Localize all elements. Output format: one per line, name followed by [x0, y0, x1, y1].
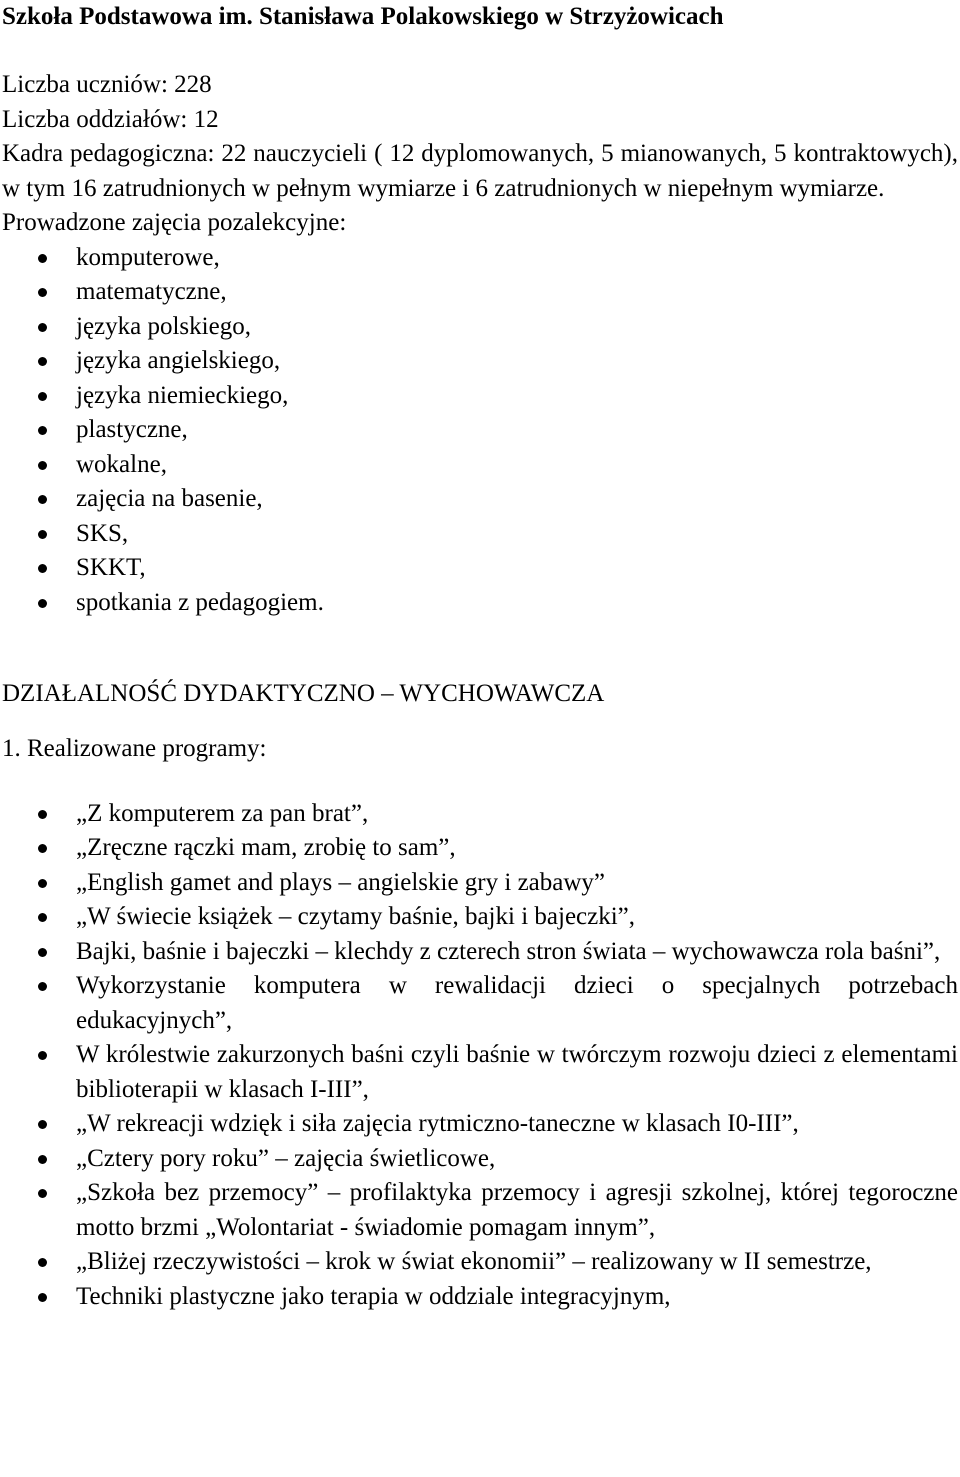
list-item: Wykorzystanie komputera w rewalidacji dzieci o specjalnych potrzebach edukacyjnych”,	[2, 969, 958, 1038]
list-item: komputerowe,	[2, 241, 958, 276]
list-item: plastyczne,	[2, 413, 958, 448]
list-item: „W świecie książek – czytamy baśnie, bajki i bajeczki”,	[2, 900, 958, 935]
list-item: „Z komputerem za pan brat”,	[2, 797, 958, 832]
list-item: „Szkoła bez przemocy” – profilaktyka przemocy i agresji szkolnej, której tegoroczne motto brzmi „Wolontariat - świadomie pomagam innym”,	[2, 1176, 958, 1245]
list-item: wokalne,	[2, 448, 958, 483]
staff-description: Kadra pedagogiczna: 22 nauczycieli ( 12 dyplomowanych, 5 mianowanych, 5 kontraktowych), w tym 16 zatrudnionych w pełnym wymiarze i 6 zatrudnionych w niepełnym wymiarze.	[2, 140, 958, 202]
list-item: W królestwie zakurzonych baśni czyli baśnie w twórczym rozwoju dzieci z elementami biblioterapii w klasach I-III”,	[2, 1038, 958, 1107]
list-item: języka angielskiego,	[2, 344, 958, 379]
list-item: „Bliżej rzeczywistości – krok w świat ekonomii” – realizowany w II semestrze,	[2, 1245, 958, 1280]
activities-list	[2, 241, 958, 621]
list-item: spotkania z pedagogiem.	[2, 586, 958, 621]
list-item: SKKT,	[2, 551, 958, 586]
list-item: „Cztery pory roku” – zajęcia świetlicowe,	[2, 1142, 958, 1177]
list-item: SKS,	[2, 517, 958, 552]
list-item: „Zręczne rączki mam, zrobię to sam”,	[2, 831, 958, 866]
section-title: DZIAŁALNOŚĆ DYDAKTYCZNO – WYCHOWAWCZA	[2, 680, 605, 707]
list-item: „W rekreacji wdzięk i siła zajęcia rytmiczno-taneczne w klasach I0-III”,	[2, 1107, 958, 1142]
programs-list	[2, 797, 958, 1315]
students-count: Liczba uczniów: 228	[2, 71, 212, 98]
list-item: Techniki plastyczne jako terapia w oddziale integracyjnym,	[2, 1280, 958, 1315]
classes-count: Liczba oddziałów: 12	[2, 105, 219, 133]
list-item: zajęcia na basenie,	[2, 482, 958, 517]
activities-heading: Prowadzone zajęcia pozalekcyjne:	[2, 209, 347, 236]
programs-subheading: 1. Realizowane programy:	[2, 735, 267, 762]
list-item: języka polskiego,	[2, 310, 958, 345]
page-title: Szkoła Podstawowa im. Stanisława Polakowskiego w Strzyżowicach	[2, 3, 724, 30]
list-item: Bajki, baśnie i bajeczki – klechdy z czterech stron świata – wychowawcza rola baśni”,	[2, 935, 958, 970]
list-item: języka niemieckiego,	[2, 379, 958, 414]
list-item: matematyczne,	[2, 275, 958, 310]
list-item: „English gamet and plays – angielskie gry i zabawy”	[2, 866, 958, 901]
